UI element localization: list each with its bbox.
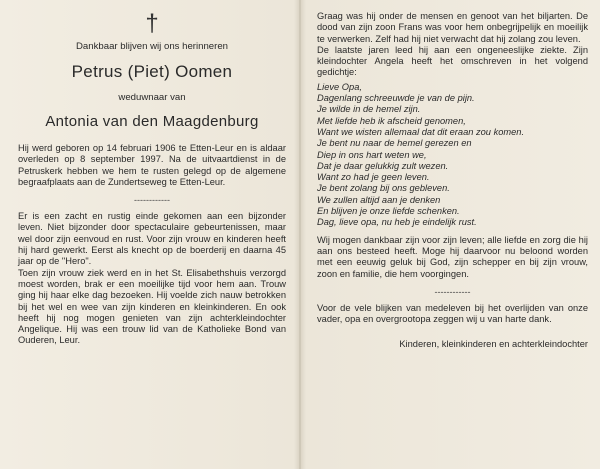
poem-line: Lieve Opa, [317,81,362,92]
poem-line: Je bent nu naar de hemel gerezen en [317,138,472,149]
poem-line: Dag, lieve opa, nu heb je eindelijk rust. [317,217,477,228]
poem-line: Je wilde in de hemel zijn. [317,104,421,115]
separator-right: ------------ [434,286,471,297]
signature-line: Kinderen, kleinkinderen en achterkleindochter [399,339,588,350]
poem [317,82,588,229]
thanks-paragraph: Voor de vele blijken van medeleven bij het overlijden van onze vader, opa en overgrootopa zeggen wij u van harte dank. [317,302,588,325]
cross-icon: † [145,10,159,37]
poem-line: En blijven je onze liefde schenken. [317,206,460,217]
poem-line: Diep in ons hart weten we, [317,149,427,160]
poem-line: Want we wisten allemaal dat dit eraan zou komen. [317,126,525,137]
card-fold [299,0,301,469]
intro-paragraph: Graag was hij onder de mensen en genoot van het biljarten. De dood van zijn zoon Frans was voor hem onbegrijpelijk en moeilijk te verwerken. Zelf had hij niet verwacht dat hij zolang zou leven. [317,11,588,44]
right-page [303,0,600,469]
intro-line: Dankbaar blijven wij ons herinneren [76,41,228,52]
poem-line: Want zo had je geen leven. [317,172,430,183]
bio-paragraph: Hij werd geboren op 14 februari 1906 te Etten-Leur en is aldaar overleden op 8 september 1997. Na de uitvaartdienst in de Petruskerk hebben we hem te rusten gelegd op de algemene begraafplaats aan de Zundertseweg te Etten-Leur. [18,143,286,187]
spouse-name: Antonia van den Maagdenburg [45,113,259,130]
widower-of-label: weduwnaar van [118,92,186,103]
story-paragraph-1: Er is een zacht en rustig einde gekomen aan een bijzonder leven. Niet bijzonder door spectaculaire gebeurtenissen, maar wel door zijn eenvoud en rust. Voor zijn vrouw en kinderen heeft hij hard gewerkt. Eerst als knecht op de boerderij en daarna 45 jaar op de "Hero". [18,211,286,267]
poem-line: Je bent zolang bij ons gebleven. [317,183,450,194]
poem-line: Dat je daar gelukkig zult wezen. [317,160,449,171]
gratitude-paragraph: Wij mogen dankbaar zijn voor zijn leven; alle liefde en zorg die hij aan ons besteed heeft. Moge hij daarvoor nu beloond worden met een eeuwig geluk bij God, zijn schepper en bij zijn vrouw, zoon en familie, die hem voorgingen. [317,234,588,279]
story-paragraph-2: Toen zijn vrouw ziek werd en in het St. Elisabethshuis verzorgd moest worden, brak er een moeilijke tijd voor hem aan. Trouw ging hij haar elke dag bezoeken. Hij voelde zich nauw betrokken bij het wel en wee van zijn kinderen en kleinkinderen. En ook heeft hij nog mogen genieten van zijn achterkleindochter Angelique. Hij was een trouw lid van de Katholieke Bond van Ouderen, Leur. [18,267,286,346]
poem-line: Dagenlang schreeuwde je van de pijn. [317,93,475,104]
deceased-name: Petrus (Piet) Oomen [71,62,233,81]
poem-line: Met liefde heb ik afscheid genomen, [317,115,466,126]
poem-line: We zullen altijd aan je denken [317,194,441,205]
illness-paragraph: De laatste jaren leed hij aan een ongeneeslijke ziekte. Zijn kleindochter Angela heeft het omschreven in het volgend gedichtje: [317,44,588,78]
separator-left: ------------ [134,195,170,206]
